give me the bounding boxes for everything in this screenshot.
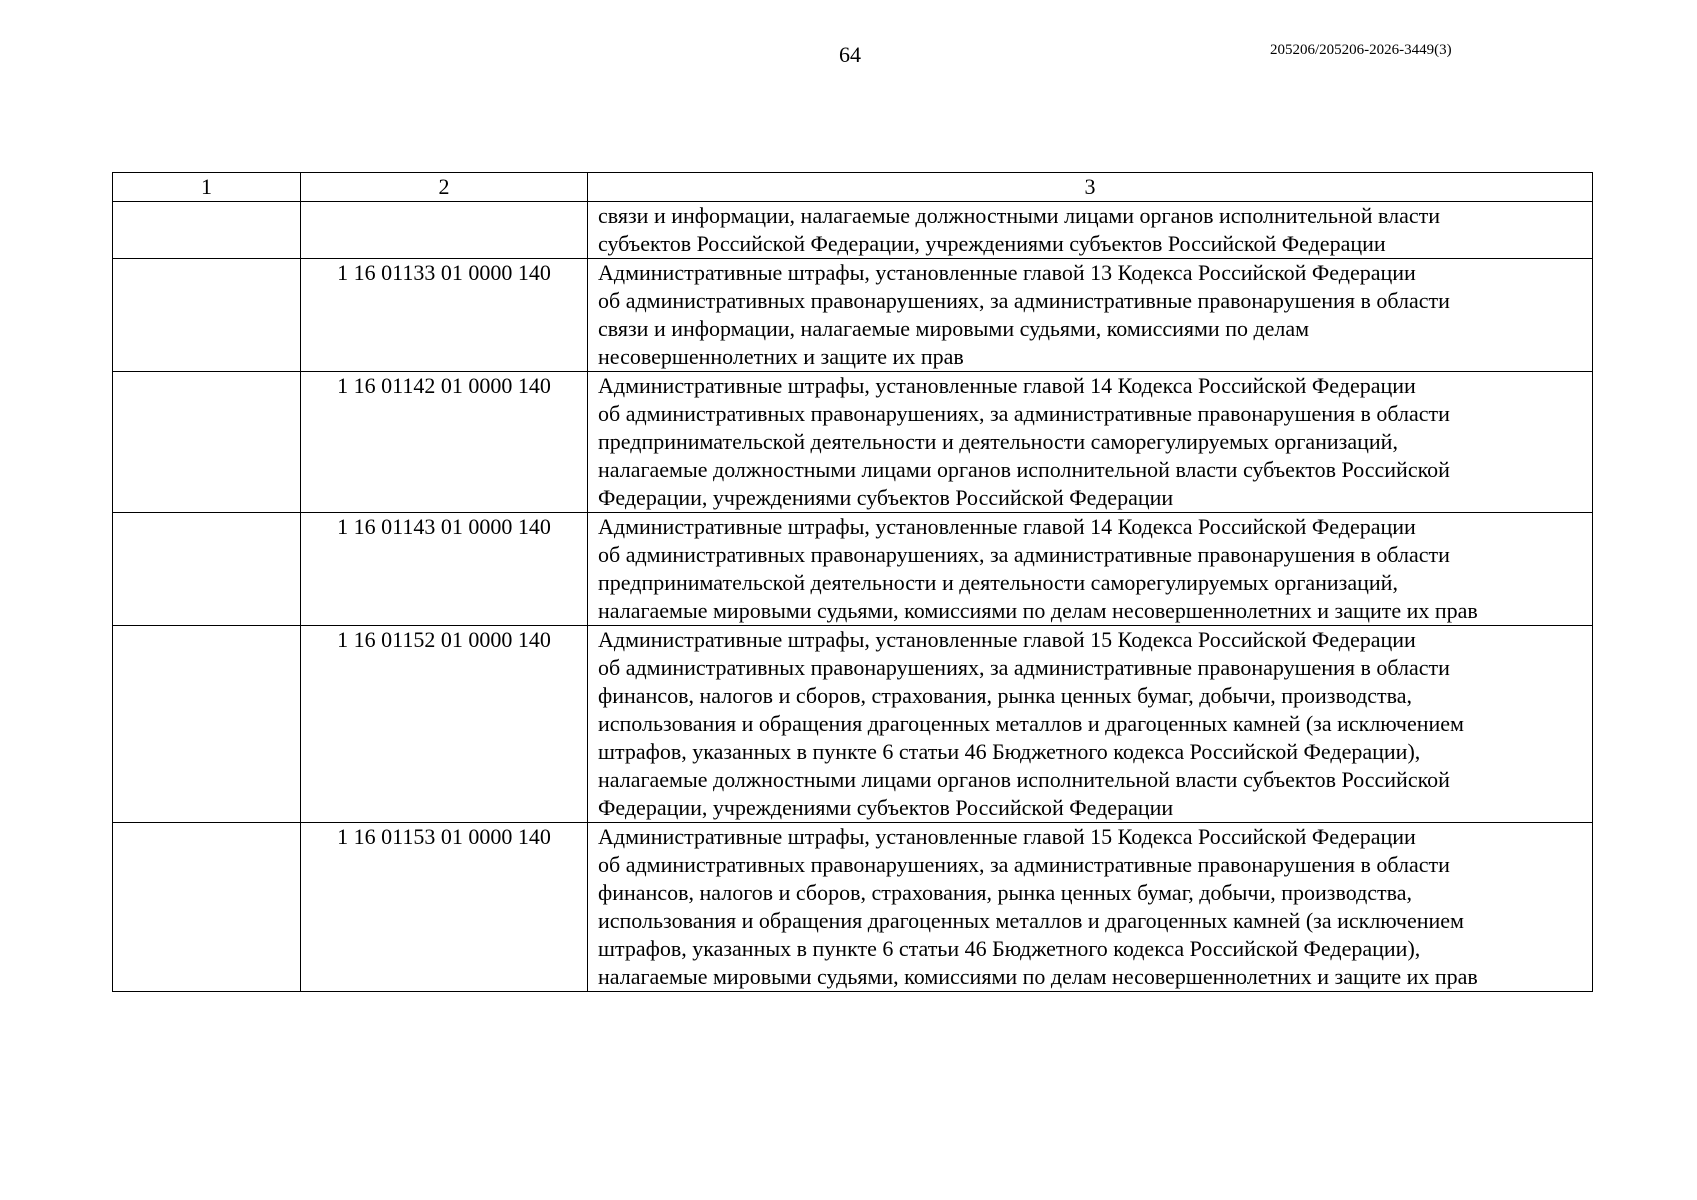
description-line: использования и обращения драгоценных металлов и драгоценных камней (за исключением: [598, 711, 1464, 736]
description-cell: [588, 513, 1593, 626]
budget-code-cell: 1 16 01152 01 0000 140: [301, 626, 588, 823]
description-line: финансов, налогов и сборов, страхования, рынка ценных бумаг, добычи, производства,: [598, 880, 1413, 905]
description-cell: [588, 823, 1593, 992]
description-cell: [588, 202, 1593, 259]
description-line: несовершеннолетних и защите их прав: [598, 344, 964, 369]
description-line: налагаемые должностными лицами органов исполнительной власти субъектов Российской: [598, 457, 1450, 482]
row-number-cell: [113, 513, 301, 626]
row-number-cell: [113, 259, 301, 372]
description-cell: [588, 626, 1593, 823]
description-line: штрафов, указанных в пункте 6 статьи 46 Бюджетного кодекса Российской Федерации),: [598, 936, 1421, 961]
table-row: [113, 372, 1593, 513]
column-header-3: 3: [588, 173, 1593, 202]
table-header-row: [113, 173, 1593, 202]
description-line: связи и информации, налагаемые должностными лицами органов исполнительной власти: [598, 203, 1440, 228]
budget-code-cell: 1 16 01153 01 0000 140: [301, 823, 588, 992]
row-number-cell: [113, 202, 301, 259]
table-row: [113, 823, 1593, 992]
description-line: налагаемые мировыми судьями, комиссиями по делам несовершеннолетних и защите их прав: [598, 598, 1478, 623]
row-number-cell: [113, 626, 301, 823]
table-row: [113, 202, 1593, 259]
description-cell: [588, 259, 1593, 372]
description-line: Федерации, учреждениями субъектов Российской Федерации: [598, 795, 1174, 820]
budget-classification-table: [112, 172, 1593, 992]
description-line: субъектов Российской Федерации, учреждениями субъектов Российской Федерации: [598, 231, 1386, 256]
column-header-2: 2: [301, 173, 588, 202]
description-line: Административные штрафы, установленные главой 14 Кодекса Российской Федерации: [598, 514, 1416, 539]
document-id: 205206/205206-2026-3449(3): [1270, 42, 1452, 58]
table-row: [113, 259, 1593, 372]
description-cell: [588, 372, 1593, 513]
budget-code-cell: [301, 202, 588, 259]
description-line: связи и информации, налагаемые мировыми судьями, комиссиями по делам: [598, 316, 1310, 341]
description-line: штрафов, указанных в пункте 6 статьи 46 Бюджетного кодекса Российской Федерации),: [598, 739, 1421, 764]
budget-code-cell: 1 16 01142 01 0000 140: [301, 372, 588, 513]
description-line: налагаемые должностными лицами органов исполнительной власти субъектов Российской: [598, 767, 1450, 792]
budget-code-cell: 1 16 01143 01 0000 140: [301, 513, 588, 626]
row-number-cell: [113, 372, 301, 513]
column-header-1: 1: [113, 173, 301, 202]
description-line: предпринимательской деятельности и деятельности саморегулируемых организаций,: [598, 570, 1398, 595]
description-line: Административные штрафы, установленные главой 15 Кодекса Российской Федерации: [598, 824, 1416, 849]
description-line: Административные штрафы, установленные главой 14 Кодекса Российской Федерации: [598, 373, 1416, 398]
budget-code-cell: 1 16 01133 01 0000 140: [301, 259, 588, 372]
description-line: об административных правонарушениях, за административные правонарушения в области: [598, 655, 1450, 680]
description-line: налагаемые мировыми судьями, комиссиями по делам несовершеннолетних и защите их прав: [598, 964, 1478, 989]
description-line: финансов, налогов и сборов, страхования, рынка ценных бумаг, добычи, производства,: [598, 683, 1413, 708]
description-line: Федерации, учреждениями субъектов Российской Федерации: [598, 485, 1174, 510]
table-body: [113, 202, 1593, 992]
description-line: об административных правонарушениях, за административные правонарушения в области: [598, 288, 1450, 313]
row-number-cell: [113, 823, 301, 992]
description-line: использования и обращения драгоценных металлов и драгоценных камней (за исключением: [598, 908, 1464, 933]
description-line: об административных правонарушениях, за административные правонарушения в области: [598, 852, 1450, 877]
description-line: Административные штрафы, установленные главой 13 Кодекса Российской Федерации: [598, 260, 1416, 285]
description-line: предпринимательской деятельности и деятельности саморегулируемых организаций,: [598, 429, 1398, 454]
description-line: об административных правонарушениях, за административные правонарушения в области: [598, 542, 1450, 567]
table-row: [113, 513, 1593, 626]
description-line: Административные штрафы, установленные главой 15 Кодекса Российской Федерации: [598, 627, 1416, 652]
page-number: 64: [839, 42, 861, 67]
description-line: об административных правонарушениях, за административные правонарушения в области: [598, 401, 1450, 426]
table-row: [113, 626, 1593, 823]
